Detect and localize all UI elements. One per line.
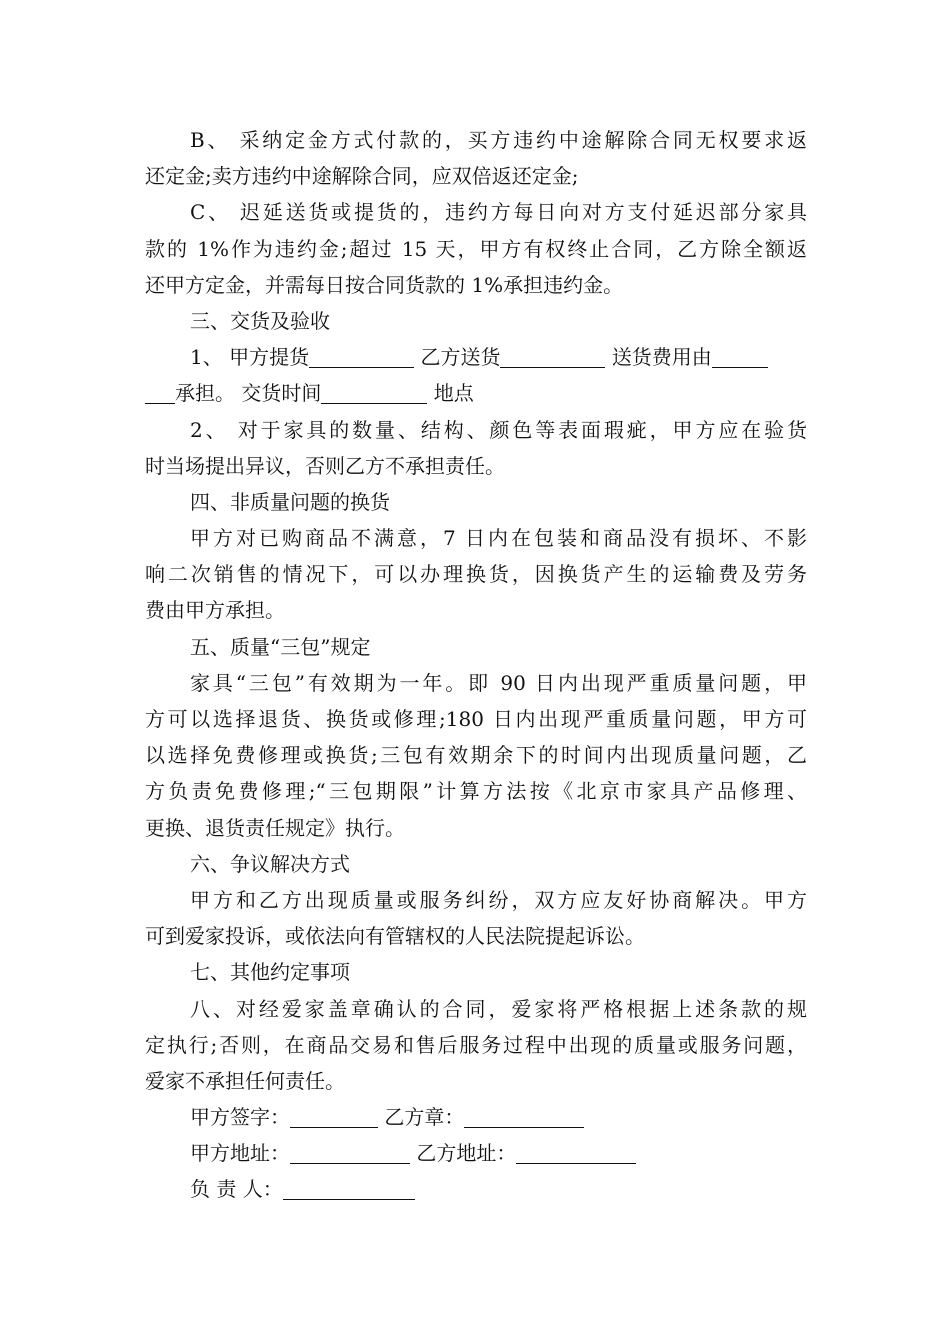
section-5-line-1: 家具“三包”有效期为一年。即 90 日内出现严重质量问题，甲: [190, 670, 807, 695]
section-5-heading: 五、质量“三包”规定: [190, 634, 371, 659]
section-4-line-2: 响二次销售的情况下，可以办理换货，因换货产生的运输费及劳务: [145, 562, 807, 587]
section-8-line-2: 定执行;否则，在商品交易和售后服务过程中出现的质量或服务问题，: [145, 1032, 807, 1057]
section-8-line-1: 八、对经爱家盖章确认的合同，爱家将严格根据上述条款的规: [190, 996, 807, 1021]
section-6-heading: 六、争议解决方式: [190, 851, 350, 876]
clause-c-line-3: 还甲方定金，并需每日按合同货款的 1%承担违约金。: [145, 272, 624, 297]
fee-payer-blank-a[interactable]: [712, 345, 768, 368]
delivery-fields-line-1: [145, 339, 807, 375]
party-a-signature-blank[interactable]: [290, 1105, 378, 1128]
address-row: [145, 1135, 807, 1171]
delivery-fields-line-2: [145, 375, 807, 411]
section-7-heading: 七、其他约定事项: [190, 960, 350, 985]
delivery-blank[interactable]: [500, 345, 605, 368]
party-a-address-blank[interactable]: [290, 1141, 410, 1164]
section-8-line-3: 爱家不承担任何责任。: [145, 1068, 345, 1093]
party-b-seal-blank[interactable]: [464, 1105, 584, 1128]
delivery-time-label: 承担。 交货时间: [175, 381, 322, 406]
section-4-line-1: 甲方对已购商品不满意，7 日内在包装和商品没有损坏、不影: [190, 526, 807, 551]
delivery-label: 乙方送货: [420, 345, 501, 370]
clause-c-line-2: 款的 1%作为违约金;超过 15 天，甲方有权终止合同，乙方除全额返: [145, 236, 807, 261]
party-b-seal-label: 乙方章：: [384, 1105, 465, 1130]
section-5-line-3: 以选择免费修理或换货;三包有效期余下的时间内出现质量问题，乙: [145, 743, 807, 768]
clause-2-line-1: 2、 对于家具的数量、结构、颜色等表面瑕疵，甲方应在验货: [190, 417, 807, 442]
party-b-address-blank[interactable]: [516, 1141, 636, 1164]
clause-2-line-2: 时当场提出异议，否则乙方不承担责任。: [145, 453, 505, 478]
responsible-person-label: 负 责 人：: [190, 1177, 283, 1202]
delivery-time-blank[interactable]: [321, 381, 427, 404]
section-4-line-3: 费由甲方承担。: [145, 598, 285, 623]
location-label: 地点: [433, 381, 474, 406]
signature-row: [145, 1099, 807, 1135]
fee-payer-label: 送货费用由: [611, 345, 712, 370]
party-b-address-label: 乙方地址：: [416, 1141, 517, 1166]
section-4-heading: 四、非质量问题的换货: [190, 489, 390, 514]
fee-payer-blank-b[interactable]: [145, 381, 175, 404]
clause-b-line-2: 还定金;卖方违约中途解除合同，应双倍返还定金;: [145, 164, 579, 189]
party-a-address-label: 甲方地址：: [190, 1141, 290, 1166]
responsible-person-row: [145, 1171, 807, 1207]
section-5-line-5: 更换、退货责任规定》执行。: [145, 815, 405, 840]
pickup-blank[interactable]: [309, 345, 414, 368]
section-6-line-2: 可到爱家投诉，或依法向有管辖权的人民法院提起诉讼。: [145, 924, 645, 949]
responsible-person-blank[interactable]: [283, 1177, 415, 1200]
section-5-line-2: 方可以选择退货、换货或修理;180 日内出现严重质量问题，甲方可: [145, 707, 807, 731]
clause-b-line-1: B、 采纳定金方式付款的，买方违约中途解除合同无权要求返: [190, 128, 807, 152]
clause-c-line-1: C、 迟延送货或提货的，违约方每日向对方支付延迟部分家具: [190, 200, 807, 225]
section-5-line-4: 方负责免费修理;“三包期限”计算方法按《北京市家具产品修理、: [145, 779, 807, 804]
section-6-line-1: 甲方和乙方出现质量或服务纠纷，双方应友好协商解决。甲方: [190, 887, 807, 912]
party-a-signature-label: 甲方签字：: [190, 1105, 290, 1130]
contract-body: [145, 122, 807, 1208]
section-3-heading: 三、交货及验收: [190, 308, 330, 333]
pickup-label: 1、 甲方提货: [190, 345, 310, 370]
